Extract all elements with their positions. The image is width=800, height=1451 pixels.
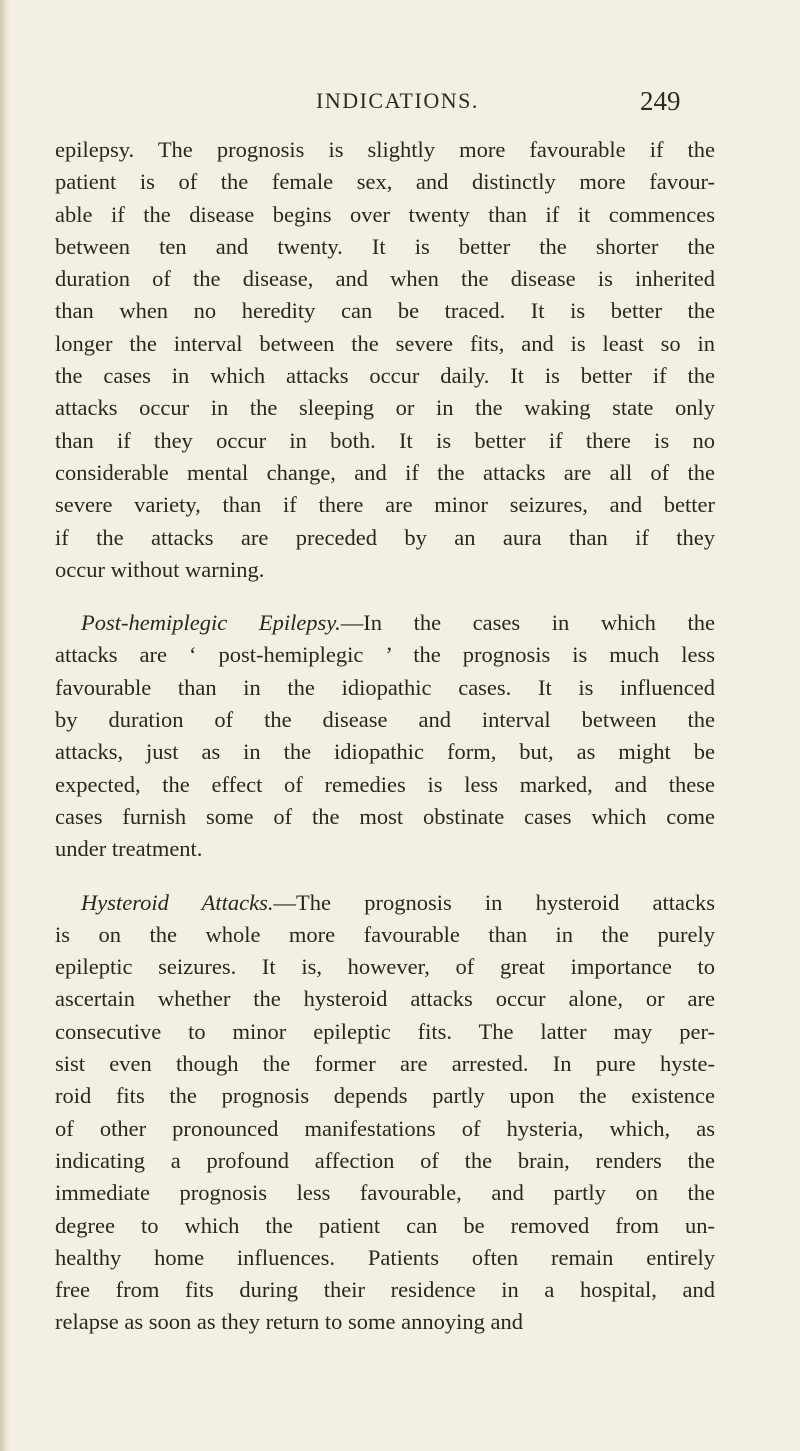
section-heading-post-hemiplegic: Post-hemiplegic Epilepsy. — [81, 610, 341, 636]
text-line: healthy home influences. Patients often remain entirely — [55, 1244, 715, 1270]
paragraph-hysteroid-attacks — [55, 887, 715, 1339]
section-heading-hysteroid: Hysteroid Attacks. — [81, 889, 274, 915]
text-line: cases furnish some of the most obstinate cases which come — [55, 803, 715, 829]
running-head — [0, 88, 800, 128]
text-line: able if the disease begins over twenty than if it commences — [55, 201, 715, 227]
paragraph-first-line — [55, 607, 715, 639]
text-line: between ten and twenty. It is better the shorter the — [55, 233, 715, 259]
page-number: 249 — [640, 86, 681, 116]
running-title: INDICATIONS. — [316, 88, 479, 113]
text-line: attacks are ‘ post-hemiplegic ’ the prognosis is much less — [55, 642, 715, 668]
text-line: is on the whole more favourable than in the purely — [55, 921, 715, 947]
text-line: severe variety, than if there are minor seizures, and better — [55, 492, 715, 518]
text-line: favourable than in the idiopathic cases. It is influenced — [55, 674, 715, 700]
paragraph-prognosis-factors — [55, 134, 715, 586]
text-line: epilepsy. The prognosis is slightly more favourable if the — [55, 137, 715, 162]
paragraph-first-line — [55, 887, 715, 919]
text-line: if the attacks are preceded by an aura than if they — [55, 524, 715, 550]
text-line: immediate prognosis less favourable, and partly on the — [55, 1180, 715, 1206]
text-line: relapse as soon as they return to some annoying and — [55, 1309, 524, 1335]
text-run: —The prognosis in hysteroid attacks — [273, 889, 715, 915]
text-line: sist even though the former are arrested. In pure hyste- — [55, 1051, 715, 1077]
text-line: considerable mental change, and if the attacks are all of the — [55, 459, 715, 485]
text-line: attacks, just as in the idiopathic form, but, as might be — [55, 739, 715, 765]
text-run: —In the cases in which the — [340, 610, 715, 636]
text-line: free from fits during their residence in a hospital, and — [55, 1277, 715, 1303]
text-line: roid fits the prognosis depends partly upon the existence — [55, 1083, 715, 1109]
paragraph-post-hemiplegic — [55, 607, 715, 865]
text-line: expected, the effect of remedies is less marked, and these — [55, 771, 715, 797]
text-line: occur without warning. — [55, 556, 265, 582]
text-line: attacks occur in the sleeping or in the waking state only — [55, 395, 715, 421]
text-line: patient is of the female sex, and distinctly more favour- — [55, 169, 715, 195]
body-text — [55, 134, 715, 1339]
text-line: the cases in which attacks occur daily. It is better if the — [55, 363, 715, 389]
text-line: longer the interval between the severe fits, and is least so in — [55, 330, 715, 356]
text-line: by duration of the disease and interval between the — [55, 707, 715, 733]
text-line: ascertain whether the hysteroid attacks occur alone, or are — [55, 986, 715, 1012]
text-line: than if they occur in both. It is better if there is no — [55, 427, 715, 453]
text-line: under treatment. — [55, 836, 203, 862]
page-edge — [0, 0, 10, 1451]
text-line: consecutive to minor epileptic fits. The latter may per- — [55, 1018, 715, 1044]
text-line: degree to which the patient can be removed from un- — [55, 1212, 715, 1238]
text-line: of other pronounced manifestations of hysteria, which, as — [55, 1115, 715, 1141]
text-line: epileptic seizures. It is, however, of great importance to — [55, 954, 715, 980]
text-line: indicating a profound affection of the brain, renders the — [55, 1147, 715, 1173]
text-line: than when no heredity can be traced. It is better the — [55, 298, 715, 324]
text-line: duration of the disease, and when the disease is inherited — [55, 266, 715, 292]
